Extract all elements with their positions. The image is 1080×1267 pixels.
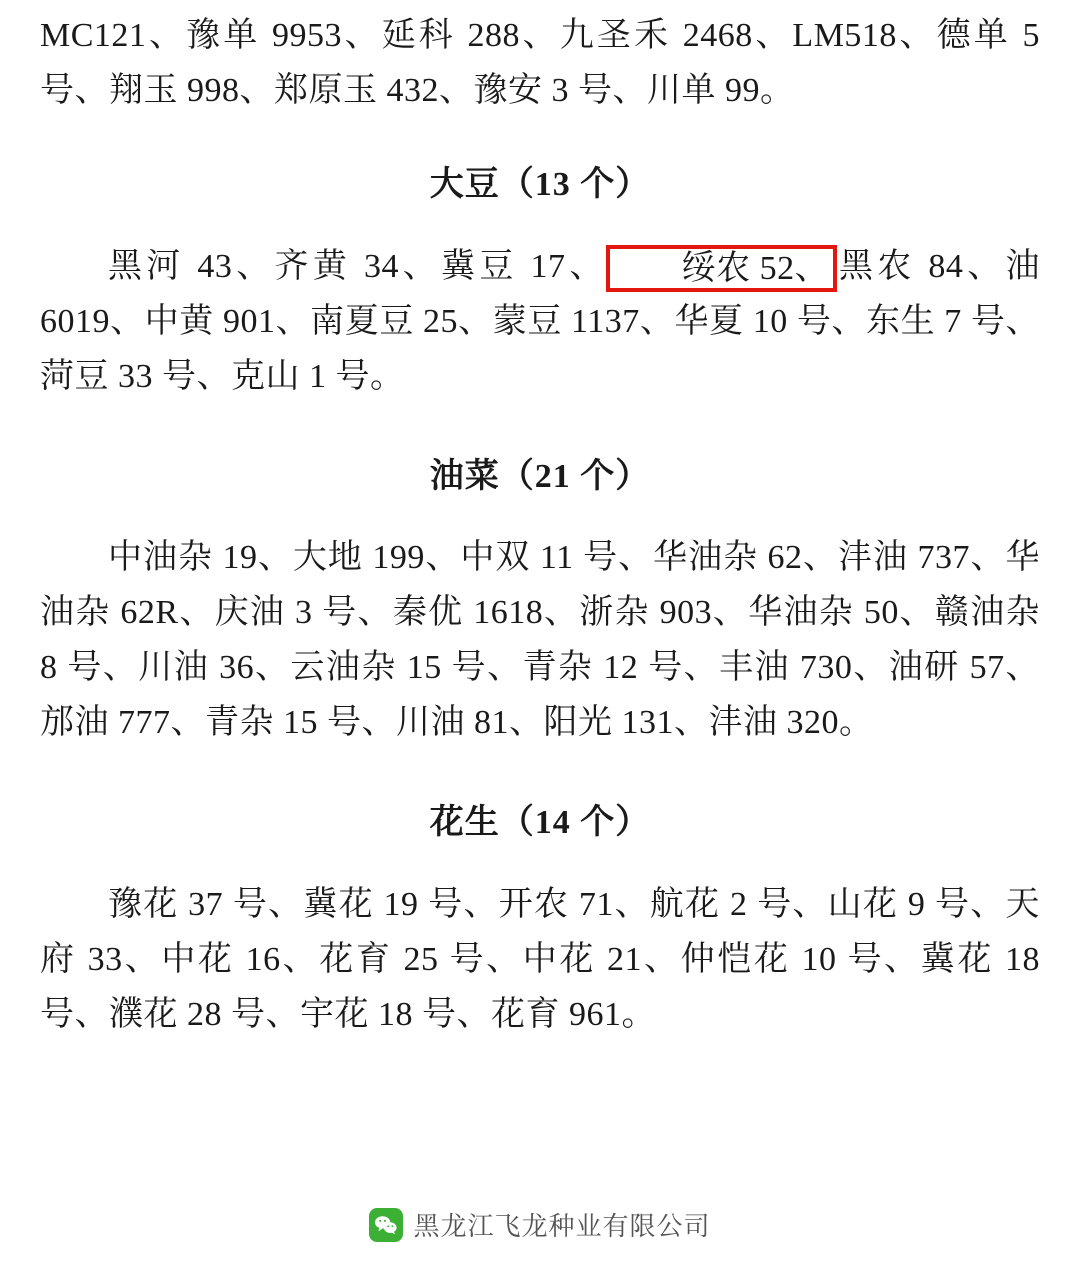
spacer <box>40 404 1040 450</box>
highlighted-variety-suinong52: 绥农 52、 <box>606 245 838 292</box>
maize-variety-paragraph: MC121、豫单 9953、延科 288、九圣禾 2468、LM518、德单 5 号、翔玉 998、郑原玉 432、豫安 3 号、川单 99。 <box>40 17 1040 110</box>
spacer <box>40 213 1040 239</box>
footer-attribution <box>0 1206 1080 1243</box>
soybean-text-after-highlight: 黑农 84、油 6019、中黄 901、南夏豆 25、蒙豆 1137、华夏 10 号、东生 7 号、菏豆 33 号、克山 1 号。 <box>40 247 1041 395</box>
section-title-soybean: 大豆（13 个） <box>429 166 651 204</box>
top-paragraph-block <box>40 0 1040 118</box>
section-title-rapeseed: 油菜（21 个） <box>429 457 651 495</box>
section-title-peanut: 花生（14 个） <box>429 804 651 842</box>
spacer <box>40 851 1040 877</box>
soybean-variety-paragraph <box>40 239 1040 404</box>
spacer <box>40 750 1040 796</box>
spacer <box>40 118 1040 158</box>
soybean-text-before-highlight: 黑河 43、齐黄 34、冀豆 17、 <box>108 247 608 285</box>
spacer <box>40 504 1040 530</box>
wechat-account-name: 黑龙江飞龙种业有限公司 <box>413 1211 711 1241</box>
rapeseed-variety-paragraph: 中油杂 19、大地 199、中双 11 号、华油杂 62、沣油 737、华油杂 62R、庆油 3 号、秦优 1618、浙杂 903、华油杂 50、赣油杂 8 号、川油 36、云油杂 15 号、青杂 12 号、丰油 730、油研 57、邡油 777、青杂 15 号、川油 81、阳光 131、沣油 320。 <box>40 539 1040 742</box>
wechat-icon <box>369 1208 403 1242</box>
peanut-variety-paragraph: 豫花 37 号、冀花 19 号、开农 71、航花 2 号、山花 9 号、天府 33、中花 16、花育 25 号、中花 21、仲恺花 10 号、冀花 18 号、濮花 28 号、宇花 18 号、花育 961。 <box>40 885 1040 1034</box>
